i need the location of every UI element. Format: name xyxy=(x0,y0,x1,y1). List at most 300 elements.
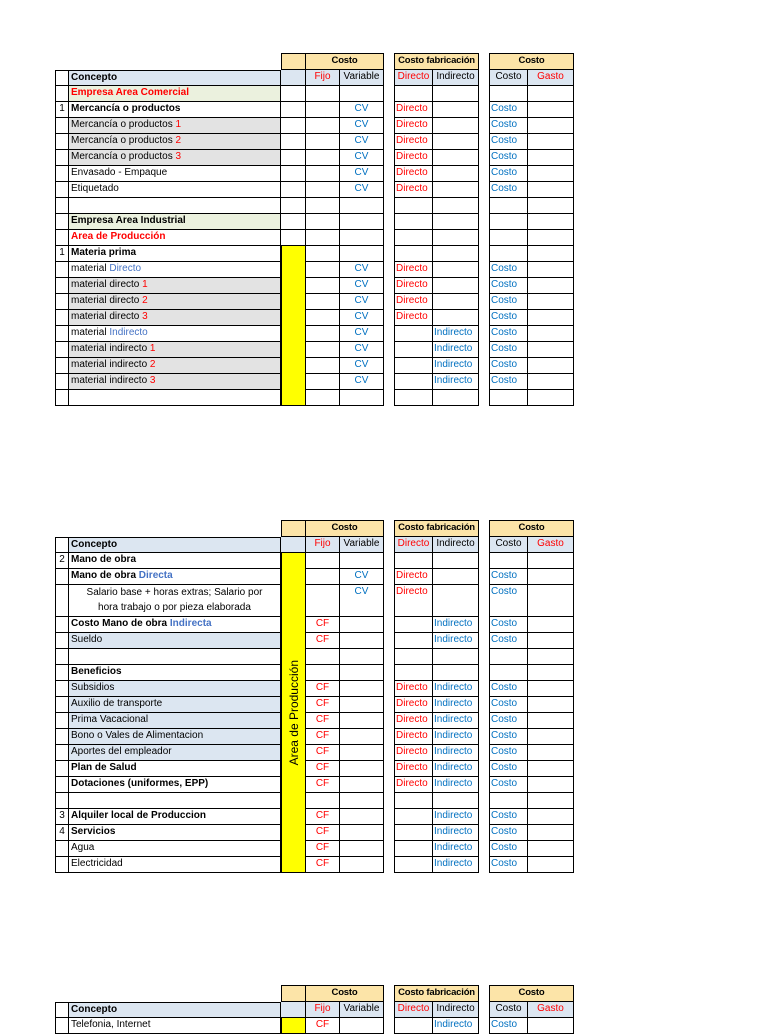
concepto-cell xyxy=(69,745,281,761)
group-header-costo: Costo xyxy=(306,53,384,70)
table-row xyxy=(55,214,574,230)
variable-cell: CV xyxy=(340,134,384,150)
directo-cell: Directo xyxy=(394,777,433,793)
column-header-directo: Directo xyxy=(394,1002,433,1018)
concepto-text: Etiquetado xyxy=(71,183,119,194)
column-gap xyxy=(479,102,489,118)
table-row xyxy=(55,553,574,569)
costo-cell: Costo xyxy=(489,326,528,342)
table-row xyxy=(55,342,574,358)
fijo-cell xyxy=(306,102,340,118)
row-number xyxy=(55,166,69,182)
variable-cell: CV xyxy=(340,374,384,390)
indirecto-cell xyxy=(433,214,479,230)
costo-cell xyxy=(489,390,528,406)
concepto-text: Auxilio de transporte xyxy=(71,698,163,709)
column-gap xyxy=(479,374,489,390)
row-number xyxy=(55,310,69,326)
variable-cell xyxy=(340,713,384,729)
table-row xyxy=(55,166,574,182)
table-row xyxy=(55,86,574,102)
directo-cell: Directo xyxy=(394,697,433,713)
column-header-produccion xyxy=(281,70,306,86)
column-gap xyxy=(479,569,489,585)
directo-cell: Directo xyxy=(394,745,433,761)
gasto-cell xyxy=(528,230,574,246)
column-gap xyxy=(384,118,394,134)
column-gap xyxy=(384,86,394,102)
table-row xyxy=(55,857,574,873)
directo-cell: Directo xyxy=(394,262,433,278)
costo-cell xyxy=(489,553,528,569)
concepto-cell xyxy=(69,857,281,873)
row-number xyxy=(55,777,69,793)
table-row xyxy=(55,1018,574,1034)
fijo-cell: CF xyxy=(306,617,340,633)
produccion-cell xyxy=(281,230,306,246)
indirecto-cell: Indirecto xyxy=(433,809,479,825)
concepto-cell xyxy=(69,294,281,310)
fijo-cell xyxy=(306,182,340,198)
concepto-text: Empresa Area Industrial xyxy=(71,215,186,226)
indirecto-cell: Indirecto xyxy=(433,1018,479,1034)
indirecto-cell: Indirecto xyxy=(433,825,479,841)
table-row xyxy=(55,102,574,118)
variable-cell: CV xyxy=(340,166,384,182)
concepto-cell xyxy=(69,182,281,198)
group-header-row xyxy=(55,985,574,1002)
variable-cell xyxy=(340,649,384,665)
indirecto-cell xyxy=(433,553,479,569)
fijo-cell: CF xyxy=(306,825,340,841)
produccion-cell xyxy=(281,182,306,198)
row-number xyxy=(55,713,69,729)
indirecto-cell: Indirecto xyxy=(433,761,479,777)
concepto-cell xyxy=(69,777,281,793)
column-header-indirecto: Indirecto xyxy=(433,1002,479,1018)
costo-cell: Costo xyxy=(489,825,528,841)
table-row xyxy=(55,310,574,326)
costo-cell: Costo xyxy=(489,134,528,150)
row-number xyxy=(55,358,69,374)
variable-cell: CV xyxy=(340,310,384,326)
directo-cell: Directo xyxy=(394,310,433,326)
row-number xyxy=(55,857,69,873)
fijo-cell xyxy=(306,342,340,358)
concepto-cell xyxy=(69,134,281,150)
costo-cell: Costo xyxy=(489,745,528,761)
costo-cell: Costo xyxy=(489,857,528,873)
column-gap xyxy=(479,745,489,761)
column-header-row xyxy=(55,537,574,553)
indirecto-cell: Indirecto xyxy=(433,633,479,649)
gasto-cell xyxy=(528,729,574,745)
produccion-cell xyxy=(281,134,306,150)
concepto-text: Agua xyxy=(71,842,95,853)
column-gap xyxy=(384,358,394,374)
directo-cell: Directo xyxy=(394,585,433,617)
column-gap xyxy=(384,166,394,182)
fijo-cell xyxy=(306,166,340,182)
column-gap xyxy=(384,617,394,633)
costo-cell: Costo xyxy=(489,166,528,182)
table-row xyxy=(55,729,574,745)
costo-cell: Costo xyxy=(489,262,528,278)
gasto-cell xyxy=(528,793,574,809)
gasto-cell xyxy=(528,358,574,374)
fijo-cell xyxy=(306,649,340,665)
indirecto-cell xyxy=(433,198,479,214)
row-number: 1 xyxy=(55,246,69,262)
fijo-cell xyxy=(306,585,340,617)
fijo-cell: CF xyxy=(306,777,340,793)
column-gap xyxy=(384,150,394,166)
gasto-cell xyxy=(528,118,574,134)
column-gap xyxy=(384,537,394,553)
row-number: 3 xyxy=(55,809,69,825)
row-number xyxy=(55,182,69,198)
directo-cell: Directo xyxy=(394,166,433,182)
fijo-cell xyxy=(306,310,340,326)
directo-cell xyxy=(394,374,433,390)
column-gap xyxy=(384,182,394,198)
concepto-text: Bono o Vales de Alimentacion xyxy=(71,730,204,741)
column-header-indirecto: Indirecto xyxy=(433,70,479,86)
concepto-text: 2 xyxy=(149,359,156,370)
header-spacer xyxy=(55,520,281,537)
variable-cell xyxy=(340,697,384,713)
concepto-cell xyxy=(69,310,281,326)
row-number xyxy=(55,374,69,390)
costo-cell: Costo xyxy=(489,342,528,358)
gasto-cell xyxy=(528,374,574,390)
concepto-text: material directo xyxy=(71,295,143,306)
column-header-directo: Directo xyxy=(394,537,433,553)
table-row xyxy=(55,841,574,857)
group-header-costo-fabricacion: Costo fabricación xyxy=(394,53,479,70)
gasto-cell xyxy=(528,633,574,649)
column-header-fijo: Fijo xyxy=(306,70,340,86)
group-header-costo: Costo xyxy=(306,985,384,1002)
gasto-cell xyxy=(528,649,574,665)
indirecto-cell xyxy=(433,86,479,102)
directo-cell xyxy=(394,793,433,809)
variable-cell xyxy=(340,681,384,697)
indirecto-cell: Indirecto xyxy=(433,713,479,729)
column-gap xyxy=(479,537,489,553)
variable-cell xyxy=(340,857,384,873)
column-gap xyxy=(479,825,489,841)
directo-cell xyxy=(394,825,433,841)
column-gap xyxy=(384,793,394,809)
produccion-cell xyxy=(281,198,306,214)
concepto-text: Beneficios xyxy=(71,666,122,677)
column-gap xyxy=(384,198,394,214)
variable-cell xyxy=(340,246,384,262)
gasto-cell xyxy=(528,585,574,617)
column-gap xyxy=(479,390,489,406)
table-row xyxy=(55,326,574,342)
row-number xyxy=(55,294,69,310)
table-row xyxy=(55,665,574,681)
table-row xyxy=(55,777,574,793)
column-gap xyxy=(479,793,489,809)
costo-cell xyxy=(489,198,528,214)
column-gap xyxy=(384,1002,394,1018)
row-number: 2 xyxy=(55,553,69,569)
fijo-cell: CF xyxy=(306,1018,340,1034)
costo-cell xyxy=(489,793,528,809)
table-row xyxy=(55,793,574,809)
row-number xyxy=(55,745,69,761)
costo-cell xyxy=(489,230,528,246)
column-header-produccion xyxy=(281,537,306,553)
indirecto-cell xyxy=(433,134,479,150)
variable-cell: CV xyxy=(340,326,384,342)
fijo-cell xyxy=(306,374,340,390)
concepto-cell xyxy=(69,793,281,809)
column-header-gasto: Gasto xyxy=(528,70,574,86)
gasto-cell xyxy=(528,342,574,358)
concepto-text: Prima Vacacional xyxy=(71,714,149,725)
column-gap xyxy=(479,198,489,214)
directo-cell xyxy=(394,617,433,633)
column-gap xyxy=(384,278,394,294)
directo-cell: Directo xyxy=(394,761,433,777)
indirecto-cell xyxy=(433,246,479,262)
directo-cell xyxy=(394,390,433,406)
area-produccion-band xyxy=(281,245,306,406)
row-number xyxy=(55,150,69,166)
directo-cell xyxy=(394,198,433,214)
row-number xyxy=(55,198,69,214)
fijo-cell xyxy=(306,134,340,150)
concepto-text: Indirecto xyxy=(109,327,148,338)
concepto-text: 3 xyxy=(175,151,182,162)
fijo-cell xyxy=(306,150,340,166)
header-spacer xyxy=(55,985,281,1002)
table-row xyxy=(55,569,574,585)
fijo-cell xyxy=(306,294,340,310)
concepto-text: Aportes del empleador xyxy=(71,746,172,757)
column-gap xyxy=(384,520,394,537)
concepto-text: material directo xyxy=(71,311,143,322)
indirecto-cell xyxy=(433,182,479,198)
costo-cell: Costo xyxy=(489,102,528,118)
column-gap xyxy=(384,294,394,310)
group-header-costo-fabricacion: Costo fabricación xyxy=(394,520,479,537)
concepto-text: material xyxy=(71,263,110,274)
gasto-cell xyxy=(528,665,574,681)
indirecto-cell xyxy=(433,390,479,406)
row-number xyxy=(55,342,69,358)
costo-cell: Costo xyxy=(489,713,528,729)
column-gap xyxy=(384,681,394,697)
column-gap xyxy=(384,761,394,777)
gasto-cell xyxy=(528,166,574,182)
directo-cell: Directo xyxy=(394,118,433,134)
indirecto-cell xyxy=(433,166,479,182)
column-gap xyxy=(384,1018,394,1034)
concepto-text: material xyxy=(71,327,110,338)
table-row xyxy=(55,585,574,617)
column-gap xyxy=(479,729,489,745)
gasto-cell xyxy=(528,681,574,697)
table-row xyxy=(55,358,574,374)
table-block-2 xyxy=(55,520,574,873)
directo-cell: Directo xyxy=(394,278,433,294)
concepto-cell xyxy=(69,697,281,713)
column-gap xyxy=(384,53,394,70)
fijo-cell xyxy=(306,390,340,406)
gasto-cell xyxy=(528,326,574,342)
costo-cell: Costo xyxy=(489,1018,528,1034)
gasto-cell xyxy=(528,617,574,633)
concepto-cell xyxy=(69,761,281,777)
fijo-cell: CF xyxy=(306,681,340,697)
concepto-cell xyxy=(69,374,281,390)
variable-cell xyxy=(340,86,384,102)
directo-cell: Directo xyxy=(394,294,433,310)
concepto-text: material indirecto xyxy=(71,343,150,354)
fijo-cell xyxy=(306,278,340,294)
indirecto-cell xyxy=(433,665,479,681)
costo-cell: Costo xyxy=(489,150,528,166)
gasto-cell xyxy=(528,841,574,857)
costo-cell: Costo xyxy=(489,118,528,134)
variable-cell: CV xyxy=(340,569,384,585)
variable-cell xyxy=(340,1018,384,1034)
gasto-cell xyxy=(528,390,574,406)
column-gap xyxy=(384,390,394,406)
column-gap xyxy=(479,553,489,569)
directo-cell xyxy=(394,553,433,569)
fijo-cell: CF xyxy=(306,841,340,857)
concepto-text: Mercancía o productos xyxy=(71,135,176,146)
concepto-cell xyxy=(69,358,281,374)
column-gap xyxy=(479,697,489,713)
directo-cell: Directo xyxy=(394,102,433,118)
column-header-number xyxy=(55,537,69,553)
fijo-cell xyxy=(306,86,340,102)
row-number xyxy=(55,1018,69,1034)
fijo-cell xyxy=(306,358,340,374)
concepto-text: Mercancía o productos xyxy=(71,151,176,162)
indirecto-cell xyxy=(433,262,479,278)
indirecto-cell: Indirecto xyxy=(433,326,479,342)
group-header-costo-gasto: Costo xyxy=(489,520,574,537)
fijo-cell xyxy=(306,118,340,134)
fijo-cell: CF xyxy=(306,809,340,825)
produccion-cell xyxy=(281,102,306,118)
table-row xyxy=(55,198,574,214)
concepto-text: material directo xyxy=(71,279,143,290)
table-row xyxy=(55,633,574,649)
indirecto-cell: Indirecto xyxy=(433,857,479,873)
table-row xyxy=(55,150,574,166)
column-header-costo: Costo xyxy=(489,1002,528,1018)
concepto-text: Mano de obra xyxy=(71,554,137,565)
concepto-cell xyxy=(69,390,281,406)
variable-cell: CV xyxy=(340,118,384,134)
variable-cell xyxy=(340,809,384,825)
variable-cell: CV xyxy=(340,278,384,294)
variable-cell xyxy=(340,214,384,230)
row-number xyxy=(55,729,69,745)
row-number xyxy=(55,697,69,713)
produccion-cell xyxy=(281,86,306,102)
gasto-cell xyxy=(528,102,574,118)
column-gap xyxy=(479,713,489,729)
indirecto-cell: Indirecto xyxy=(433,342,479,358)
row-number xyxy=(55,278,69,294)
directo-cell xyxy=(394,841,433,857)
fijo-cell xyxy=(306,214,340,230)
column-header-costo: Costo xyxy=(489,537,528,553)
column-header-number xyxy=(55,70,69,86)
table-row xyxy=(55,617,574,633)
header-corner-cell xyxy=(281,520,306,537)
column-gap xyxy=(384,569,394,585)
indirecto-cell: Indirecto xyxy=(433,358,479,374)
directo-cell xyxy=(394,857,433,873)
concepto-cell xyxy=(69,342,281,358)
column-gap xyxy=(384,70,394,86)
column-gap xyxy=(384,697,394,713)
column-gap xyxy=(384,649,394,665)
costo-cell: Costo xyxy=(489,809,528,825)
column-gap xyxy=(384,553,394,569)
column-gap xyxy=(479,649,489,665)
variable-cell xyxy=(340,841,384,857)
concepto-text: Subsidios xyxy=(71,682,115,693)
column-gap xyxy=(479,326,489,342)
directo-cell: Directo xyxy=(394,729,433,745)
concepto-text: Servicios xyxy=(71,826,116,837)
area-produccion-band xyxy=(281,1017,306,1034)
concepto-text: Directo xyxy=(109,263,142,274)
row-number: 1 xyxy=(55,102,69,118)
fijo-cell: CF xyxy=(306,697,340,713)
costo-cell: Costo xyxy=(489,761,528,777)
costo-cell: Costo xyxy=(489,841,528,857)
column-gap xyxy=(384,342,394,358)
gasto-cell xyxy=(528,278,574,294)
concepto-cell xyxy=(69,681,281,697)
concepto-text: Mano de obra xyxy=(71,570,139,581)
column-gap xyxy=(479,665,489,681)
variable-cell: CV xyxy=(340,102,384,118)
column-gap xyxy=(384,230,394,246)
table-row xyxy=(55,809,574,825)
concepto-text: 1 xyxy=(175,119,182,130)
concepto-cell xyxy=(69,585,281,617)
column-header-variable: Variable xyxy=(340,537,384,553)
directo-cell: Directo xyxy=(394,150,433,166)
variable-cell xyxy=(340,553,384,569)
concepto-cell xyxy=(69,633,281,649)
column-gap xyxy=(479,1002,489,1018)
costo-cell: Costo xyxy=(489,633,528,649)
produccion-cell xyxy=(281,214,306,230)
column-gap xyxy=(479,761,489,777)
column-header-indirecto: Indirecto xyxy=(433,537,479,553)
concepto-text: material indirecto xyxy=(71,375,150,386)
concepto-text: Directa xyxy=(138,570,173,581)
fijo-cell xyxy=(306,198,340,214)
column-header-directo: Directo xyxy=(394,70,433,86)
directo-cell: Directo xyxy=(394,134,433,150)
